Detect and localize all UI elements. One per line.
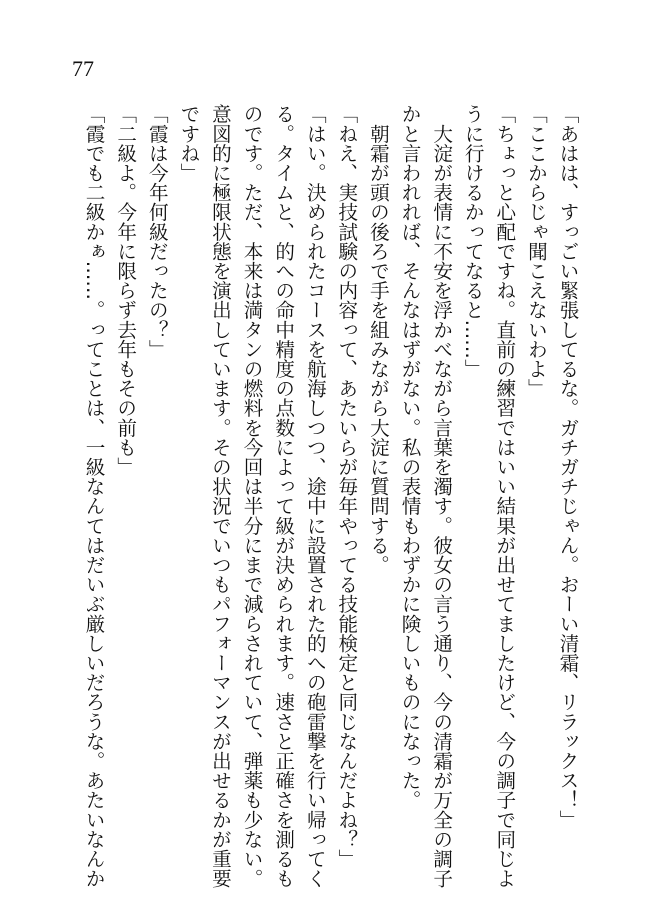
text-line: 「はい。決められたコースを航海しつつ、途中に設置された的への砲雷撃を行い帰ってく: [303, 104, 327, 888]
vertical-text-body: [78, 104, 584, 888]
text-line: かと言われれば、そんなはずがない。私の表情もわずかに険しいものになった。: [398, 104, 422, 810]
text-line: 「ちょっと心配ですね。直前の練習ではいい結果が出せてましたけど、今の調子で同じよ: [492, 104, 516, 888]
text-line: る。タイムと、的への命中精度の点数によって級が決められます。速さと正確さを測るも: [271, 104, 295, 888]
text-line: 「あはは、すっごい緊張してるな。ガチガチじゃん。おーい清霜、リラックス！」: [556, 104, 579, 830]
page-number: 77: [72, 56, 94, 81]
text-line: うに行けるかってなると……」: [461, 104, 485, 379]
text-line: 「霞でも二級かぁ……。ってことは、一級なんてはだいぶ厳しいだろうな。あたいなんか: [82, 104, 106, 888]
text-line: 朝霜が頭の後ろで手を組みながら大淀に質問する。: [366, 104, 390, 575]
text-line: 「ねえ、実技試験の内容って、あたいらが毎年やってる技能検定と同じなんだよね？」: [334, 104, 358, 869]
text-line: 「二級よ。今年に限らず去年もその前も」: [113, 104, 137, 477]
text-line: 「霞は今年何級だったの？」: [145, 104, 169, 359]
text-line: ですね」: [176, 104, 200, 183]
text-line: 大淀が表情に不安を浮かべながら言葉を濁す。彼女の言う通り、今の清霜が万全の調子: [429, 104, 453, 888]
text-line: のです。ただ、本来は満タンの燃料を今回は半分にまで減らされていて、弾薬も少ない。: [240, 104, 264, 888]
text-line: 「ここからじゃ聞こえないわよ」: [524, 104, 548, 398]
text-line: 意図的に極限状態を演出しています。その状況でいつもパフォーマンスが出せるかが重要: [208, 104, 232, 888]
